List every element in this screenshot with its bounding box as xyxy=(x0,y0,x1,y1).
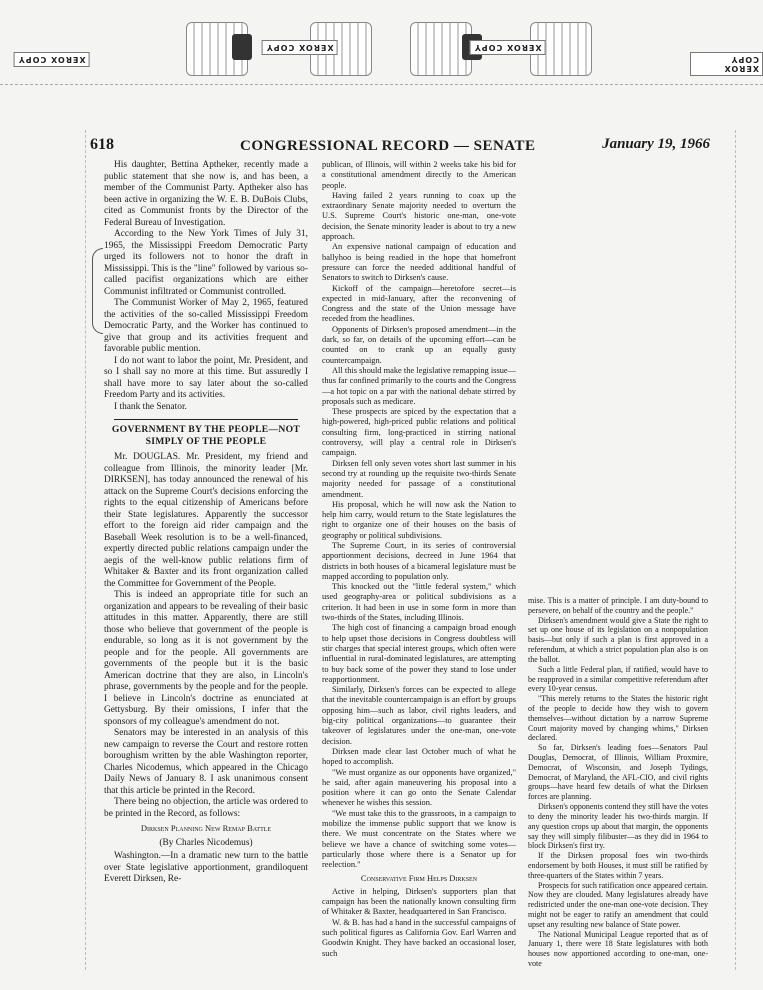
paragraph: I do not want to labor the point, Mr. President, and so I shall say no more at this time. But assuredly I shall have more to say later about the so-called Freedom Party and its activities. xyxy=(104,355,308,400)
xerox-stamp: XEROX COPY xyxy=(262,40,338,55)
xerox-stamp: XEROX COPY xyxy=(14,52,90,67)
film-edge xyxy=(0,84,763,85)
paragraph: Dirksen's amendment would give a State the right to set up one house of its legislation on a nonpopulation basis—but only if such a plan is first approved in a referendum, at which a strict population plan also is on the ballot. xyxy=(528,615,708,664)
paragraph: Senators may be interested in an analysis of this new campaign to reverse the Court and restore rotten boroughism written by the able Washington reporter, Charles Nicodemus, which appeared in the Chicago Daily News of January 8. I ask unanimous consent that this article be printed in the Record. xyxy=(104,728,308,796)
paragraph: The Communist Worker of May 2, 1965, featured the activities of the so-called Mississippi Freedom Democratic Party, and the Worker has continued to give that group and its activities frequent and favorable public mention. xyxy=(104,298,308,354)
paragraph: Dirksen fell only seven votes short last summer in his second try at rounding up the requisite two-thirds Senate majority needed for passage of a constitutional amendment. xyxy=(322,458,516,499)
paragraph: Dirksen made clear last October much of what he hoped to accomplish. xyxy=(322,746,516,767)
column-left xyxy=(104,160,308,886)
subsection-heading: Conservative Firm Helps Dirksen xyxy=(360,873,478,884)
paragraph: mise. This is a matter of principle. I am duty-bound to persevere, on behalf of the country and the people." xyxy=(528,596,708,615)
paragraph: publican, of Illinois, will within 2 weeks take his bid for a constitutional amendment directly to the American people. xyxy=(322,160,516,190)
section-divider xyxy=(114,419,298,420)
xerox-stamp: XEROX COPY xyxy=(470,40,546,55)
paragraph: The Supreme Court, in its series of controversial apportionment decisions, decreed in June 1964 that districts in both houses of a bicameral legislature must be mapped according to population only. xyxy=(322,540,516,581)
paragraph: The high cost of financing a campaign broad enough to help upset those decisions in Congress doubtless will stir charges that special interest groups, which often were influential in rural-dominated legislatures, are attempting to buy back some of the power they stand to lose under reapportionment. xyxy=(322,623,516,684)
paragraph: Opponents of Dirksen's proposed amendment—in the dark, so far, on details of the upcoming effort—can be counted on to crank up an equally gusty countercampaign. xyxy=(322,324,516,365)
margin-bracket xyxy=(92,248,103,334)
paragraph: W. & B. has had a hand in the successful campaigns of such political figures as California Gov. Earl Warren and Goodwin Knight. They have backed an occasional loser, such xyxy=(322,917,516,958)
paragraph: "We must take this to the grassroots, in a campaign to mobilize the immense public support that we know is there. We must concentrate on the States where we believe we have a chance of switching some votes—particularly those where there is a Senator up for reelection." xyxy=(322,808,516,870)
paragraph: These prospects are spiced by the expectation that a high-powered, high-priced public relations and political consulting firm, long-practiced in stirring national controversy, will play a central role in Dirksen's campaign. xyxy=(322,407,516,458)
paragraph: Similarly, Dirksen's forces can be expected to allege that the inevitable countercampaign is an effort by groups opposing him—such as labor, civil rights leaders, and big-city political organizations—to guarantee their takeover of legislatures under the one-man, one-vote decision. xyxy=(322,685,516,746)
article-byline: (By Charles Nicodemus) xyxy=(159,837,253,848)
page-number: 618 xyxy=(90,136,114,153)
paragraph: Having failed 2 years running to coax up the extraordinary Senate majority needed to overturn the U.S. Supreme Court's historic one-man, one-vote decision, the Senate minority leader is about to try a new approach. xyxy=(322,190,516,242)
paragraph: "This merely returns to the States the historic right of the people to decide how they wish to govern themselves—without dictation by a narrow Supreme Court majority moved by changing whims," Dirksen declared. xyxy=(528,694,708,743)
film-marker xyxy=(232,34,252,60)
paragraph: The National Municipal League reported that as of January 1, there were 18 State legislatures with both houses now apportioned according to one-man, one-vote xyxy=(528,929,708,969)
margin-rule xyxy=(85,130,86,970)
margin-rule xyxy=(735,130,736,970)
section-heading: GOVERNMENT BY THE PEOPLE—NOT SIMPLY OF THE PEOPLE xyxy=(111,424,301,447)
microfilm-strip xyxy=(0,0,763,112)
paragraph: There being no objection, the article was ordered to be printed in the Record, as follows: xyxy=(104,797,308,819)
paragraph: An expensive national campaign of education and ballyhoo is being readied in the hope that homefront pressure can force the needed additional handful of Senators to switch to Dirksen's cause. xyxy=(322,242,516,283)
paragraph: His proposal, which he will now ask the Nation to help him carry, would return to the State legislatures the right to organize one of their houses on the basis of geography or political subdivisions. xyxy=(322,499,516,540)
paragraph: All this should make the legislative remapping issue—thus far confined primarily to the courts and the Congress—a hot topic on a par with the national debate stirred by proposals such as medicare. xyxy=(322,365,516,406)
column-right xyxy=(528,596,708,969)
page-header xyxy=(90,136,710,160)
paragraph: This is indeed an appropriate title for such an organization and appears to be revealing of their basic attitudes in this matter. Apparently, there are still those who believe that government of the people is endurable, so long as it is not government by the people and for the people. All governments are governments of the people but it is the basic American doctrine that they are also, in Lincoln's phrase, governments by the people and for the people. I believe in Lincoln's doctrine as enunciated at Gettysburg. By their omissions, I infer that the sponsors of my colleague's amendment do not. xyxy=(104,590,308,727)
paragraph: Kickoff of the campaign—heretofore secret—is expected in mid-January, after the reconvening of Congress and the state of the Union message have receded from the headlines. xyxy=(322,283,516,324)
article-headline: Dirksen Planning New Remap Battle xyxy=(140,823,272,833)
paragraph: "We must organize as our opponents have organized," he said, after again maneuvering his proposal into a position where it can go onto the Senate Calendar whenever he wishes this session. xyxy=(322,767,516,808)
xerox-stamp: XEROX COPY xyxy=(690,52,763,76)
paragraph: Prospects for such ratification once appeared certain. Now they are clouded. Many legislatures already have redistricted under the one-man one-vote decision. They might not be eager to ratify an amendment that could upset any resulting new balance of State power. xyxy=(528,880,708,929)
paragraph: This knocked out the "little federal system," which used geography-area or political subdivisions as a criterion. It had been in use in some form in more than two-thirds of the States, including Illinois. xyxy=(322,582,516,623)
paragraph: I thank the Senator. xyxy=(114,401,187,412)
column-middle xyxy=(322,160,516,959)
paragraph: So far, Dirksen's leading foes—Senators Paul Douglas, Democrat, of Illinois, William Proxmire, Democrat, of Wisconsin, and Joseph Tydings, Democrat, of Maryland, the AFL-CIO, and civil rights groups—have heard few details of what the Dirksen forces are planning. xyxy=(528,743,708,802)
paragraph: According to the New York Times of July 31, 1965, the Mississippi Freedom Democratic Party urged its followers not to honor the draft in Mississippi. This is the "line" followed by various so-called pacifist organizations which are either Communist infiltrated or Communist controlled. xyxy=(104,229,308,297)
paragraph: If the Dirksen proposal foes win two-thirds endorsement by both Houses, it must still be ratified by three-quarters of the States within 7 years. xyxy=(528,851,708,880)
page-title: CONGRESSIONAL RECORD — SENATE xyxy=(240,138,536,154)
paragraph: Dirksen's opponents contend they still have the votes to deny the minority leader his two-thirds margin. If any question crops up about that margin, the opponents say they will simply filibuster—as they did in 1964 to block Dirksen's first try. xyxy=(528,802,708,851)
paragraph: His daughter, Bettina Aptheker, recently made a public statement that she now is, and has been, a member of the Communist Party. Aptheker also has been active in organizing the W. E. B. DuBois Clubs, cited as Communist fronts by the Director of the Federal Bureau of Investigation. xyxy=(104,160,308,228)
paragraph: Washington.—In a dramatic new turn to the battle over State legislative apportionment, grandiloquent Everett Dirksen, Re- xyxy=(104,851,308,884)
paragraph: Such a little Federal plan, if ratified, would have to be reapproved in a similar competitive referendum after every 10-year census. xyxy=(528,664,708,694)
paragraph: Mr. DOUGLAS. Mr. President, my friend and colleague from Illinois, the minority leader [Mr. DIRKSEN], has today announced the renewal of his attack on the Supreme Court's decisions enforcing the rights to the equal citizenship of Americans before their State legislatures. Apparently the successor effort to the foreign aid rider campaign and the Baseball Week resolution is to be a well-financed, expertly directed public relations campaign under the aegis of the well-know public relations firm of Whitaker & Baxter and its front organization called the Committee for Government of the People. xyxy=(104,452,308,589)
paragraph: Active in helping, Dirksen's supporters plan that campaign has been the nationally known consulting firm of Whitaker & Baxter, headquartered in San Francisco. xyxy=(322,886,516,917)
page-date: January 19, 1966 xyxy=(602,136,710,152)
